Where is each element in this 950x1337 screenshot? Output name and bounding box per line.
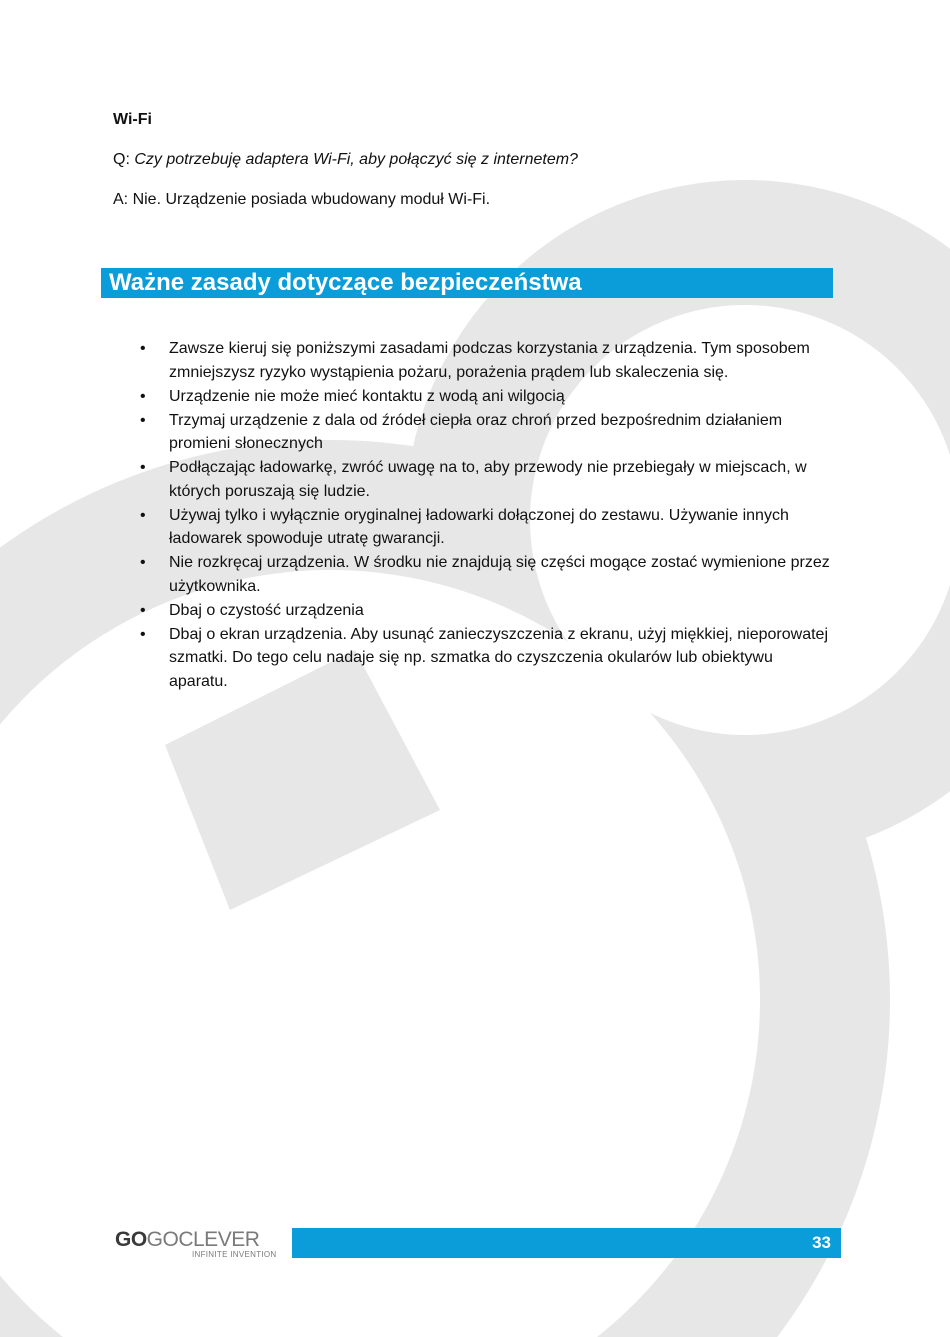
goclever-logo [115,1228,285,1262]
rule-text: Dbaj o ekran urządzenia. Aby usunąć zanieczyszczenia z ekranu, użyj miękkiej, nieporowatej szmatki. Do tego celu nadaje się np. szmatka do czyszczenia okularów lub obiektywu aparatu. [169,625,829,690]
list-item [140,504,830,551]
list-item [140,623,830,694]
rule-text: Podłączając ładowarkę, zwróć uwagę na to, aby przewody nie przebiegały w miejscach, w których poruszają się ludzie. [169,459,807,500]
logo-tagline: INFINITE INVENTION [192,1250,277,1259]
safety-rules-list [140,337,830,694]
bullet-icon: • [140,601,146,619]
list-item [140,385,830,409]
answer-text: Nie. Urządzenie posiada wbudowany moduł Wi-Fi. [132,191,491,208]
answer-prefix: A: [113,191,133,208]
rule-text: Urządzenie nie może mieć kontaktu z wodą ani wilgocią [169,387,565,405]
rule-text: Używaj tylko i wyłącznie oryginalnej ładowarki dołączonej do zestawu. Używanie innych ładowarek spowoduje utratę gwarancji. [169,506,789,547]
logo-wordmark [115,1228,259,1252]
rule-text: Zawsze kieruj się poniższymi zasadami podczas korzystania z urządzenia. Tym sposobem zmniejszysz ryzyko wystąpienia pożaru, porażenia prądem lub skaleczenia się. [169,340,810,381]
question-text: Czy potrzebuję adaptera Wi-Fi, aby połączyć się z internetem? [134,151,578,168]
bullet-icon: • [140,506,146,524]
wifi-answer [113,191,490,209]
bullet-icon: • [140,459,146,476]
bullet-icon: • [140,554,146,571]
safety-section-banner [101,268,833,298]
list-item [140,599,830,623]
rule-text: Trzymaj urządzenie z dala od źródeł ciepła oraz chroń przed bezpośrednim działaniem promieni słonecznych [169,411,783,452]
list-item [140,456,830,503]
bullet-icon: • [140,340,146,357]
rule-text: Dbaj o czystość urządzenia [169,601,364,619]
list-item [140,337,830,384]
bullet-icon: • [140,387,146,405]
safety-section-title: Ważne zasady dotyczące bezpieczeństwa [109,269,582,296]
bullet-icon: • [140,625,146,643]
logo-name: GOCLEVER [146,1228,260,1251]
page-number: 33 [812,1233,831,1252]
wifi-question [113,151,578,169]
list-item [140,551,830,598]
logo-go-mark: GO [115,1228,147,1251]
bullet-icon: • [140,411,146,429]
footer-bar [292,1228,841,1258]
question-prefix: Q: [113,151,135,168]
wifi-heading: Wi-Fi [113,111,152,128]
list-item [140,409,830,456]
rule-text: Nie rozkręcaj urządzenia. W środku nie znajdują się części mogące zostać wymienione przez użytkownika. [169,554,830,595]
